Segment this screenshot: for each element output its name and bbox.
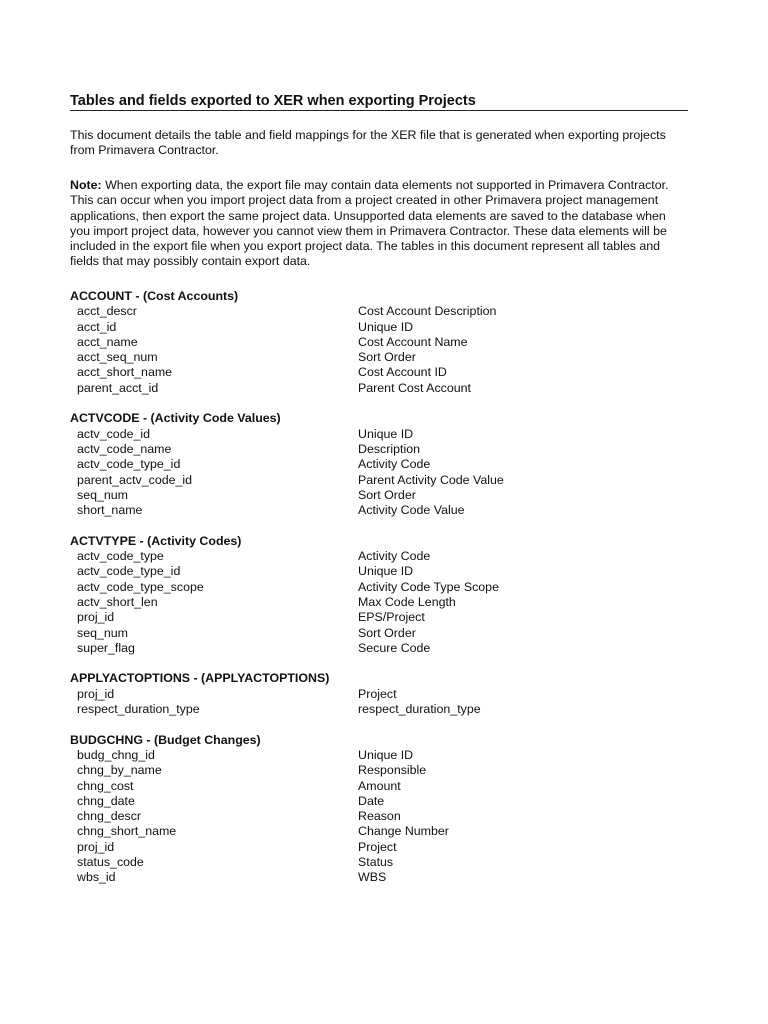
field-description: Amount bbox=[358, 778, 401, 793]
table-section bbox=[70, 411, 688, 518]
field-description: Activity Code Type Scope bbox=[358, 579, 499, 594]
field-row bbox=[70, 626, 688, 641]
table-section bbox=[70, 534, 688, 656]
field-row bbox=[70, 763, 688, 778]
field-name: super_flag bbox=[77, 640, 135, 655]
field-name: actv_code_id bbox=[77, 426, 151, 441]
field-name: chng_short_name bbox=[77, 824, 177, 839]
field-name: acct_descr bbox=[77, 304, 137, 319]
field-name: chng_by_name bbox=[77, 763, 162, 778]
table-field-mappings bbox=[70, 289, 688, 901]
field-description: Sort Order bbox=[358, 350, 416, 365]
field-row bbox=[70, 855, 688, 870]
field-name: actv_code_type bbox=[77, 549, 164, 564]
field-description: Sort Order bbox=[358, 487, 416, 502]
table-section bbox=[70, 671, 688, 717]
field-name: budg_chng_id bbox=[77, 747, 155, 762]
field-description: WBS bbox=[358, 870, 387, 885]
table-header: BUDGCHNG - (Budget Changes) bbox=[70, 732, 261, 747]
field-name: parent_acct_id bbox=[77, 380, 159, 395]
field-row bbox=[70, 549, 688, 564]
field-description: Cost Account Description bbox=[358, 304, 497, 319]
field-description: Activity Code bbox=[358, 549, 431, 564]
field-description: Sort Order bbox=[358, 625, 416, 640]
field-description: Parent Cost Account bbox=[358, 380, 471, 395]
note-paragraph bbox=[70, 178, 670, 270]
field-description: Secure Code bbox=[358, 640, 431, 655]
field-row bbox=[70, 350, 688, 365]
field-name: respect_duration_type bbox=[77, 702, 200, 717]
field-name: wbs_id bbox=[77, 870, 116, 885]
field-name: actv_code_type_id bbox=[77, 564, 181, 579]
field-row bbox=[70, 794, 688, 809]
field-row bbox=[70, 870, 688, 885]
field-name: acct_name bbox=[77, 334, 138, 349]
field-name: proj_id bbox=[77, 839, 115, 854]
field-description: Reason bbox=[358, 809, 401, 824]
field-description: Project bbox=[358, 839, 397, 854]
field-name: actv_short_len bbox=[77, 594, 158, 609]
field-row bbox=[70, 595, 688, 610]
table-header: ACTVCODE - (Activity Code Values) bbox=[70, 411, 281, 426]
field-description: Unique ID bbox=[358, 564, 414, 579]
field-row bbox=[70, 824, 688, 839]
field-description: respect_duration_type bbox=[358, 702, 481, 717]
field-description: Status bbox=[358, 854, 394, 869]
field-description: Unique ID bbox=[358, 747, 414, 762]
field-name: acct_short_name bbox=[77, 365, 173, 380]
note-label: Note: bbox=[70, 178, 102, 192]
field-name: proj_id bbox=[77, 686, 115, 701]
field-name: actv_code_name bbox=[77, 441, 172, 456]
field-description: Activity Code bbox=[358, 457, 431, 472]
field-row bbox=[70, 381, 688, 396]
field-row bbox=[70, 488, 688, 503]
field-description: Unique ID bbox=[358, 319, 414, 334]
field-row bbox=[70, 365, 688, 380]
field-description: Change Number bbox=[358, 824, 449, 839]
field-row bbox=[70, 304, 688, 319]
field-description: Responsible bbox=[358, 763, 427, 778]
field-row bbox=[70, 503, 688, 518]
field-description: Cost Account Name bbox=[358, 334, 468, 349]
field-row bbox=[70, 748, 688, 763]
field-description: EPS/Project bbox=[358, 610, 425, 625]
field-description: Date bbox=[358, 793, 385, 808]
field-row bbox=[70, 580, 688, 595]
field-description: Max Code Length bbox=[358, 594, 456, 609]
field-name: actv_code_type_scope bbox=[77, 579, 204, 594]
field-row bbox=[70, 564, 688, 579]
field-name: chng_date bbox=[77, 793, 135, 808]
field-name: seq_num bbox=[77, 487, 128, 502]
note-text: When exporting data, the export file may contain data elements not supported in Primavera Contractor. This can occur when you import project data from a project created in other Primavera project management applications, then export the same project data. Unsupported data elements are saved to the database when you import project data, however you cannot view them in Primavera Contractor. These data elements will be included in the export file when you export project data. The tables in this document represent all tables and fields that may possibly contain export data. bbox=[70, 178, 669, 269]
field-name: acct_id bbox=[77, 319, 117, 334]
field-name: parent_actv_code_id bbox=[77, 472, 193, 487]
field-name: short_name bbox=[77, 503, 143, 518]
field-name: chng_cost bbox=[77, 778, 134, 793]
field-name: actv_code_type_id bbox=[77, 457, 181, 472]
field-row bbox=[70, 320, 688, 335]
field-row bbox=[70, 641, 688, 656]
field-description: Cost Account ID bbox=[358, 365, 447, 380]
field-name: chng_descr bbox=[77, 809, 142, 824]
field-row bbox=[70, 809, 688, 824]
field-row bbox=[70, 335, 688, 350]
table-section bbox=[70, 733, 688, 886]
table-header: ACTVTYPE - (Activity Codes) bbox=[70, 533, 242, 548]
field-description: Description bbox=[358, 441, 420, 456]
document-title: Tables and fields exported to XER when exporting Projects bbox=[70, 92, 688, 111]
field-row bbox=[70, 442, 688, 457]
field-row bbox=[70, 610, 688, 625]
field-row bbox=[70, 427, 688, 442]
field-row bbox=[70, 840, 688, 855]
table-section bbox=[70, 289, 688, 396]
field-name: acct_seq_num bbox=[77, 350, 158, 365]
field-name: proj_id bbox=[77, 610, 115, 625]
field-row bbox=[70, 457, 688, 472]
field-name: seq_num bbox=[77, 625, 128, 640]
field-description: Activity Code Value bbox=[358, 503, 465, 518]
field-row bbox=[70, 779, 688, 794]
intro-paragraph: This document details the table and field mappings for the XER file that is generated when exporting projects from Primavera Contractor. bbox=[70, 128, 666, 158]
field-description: Project bbox=[358, 686, 397, 701]
field-row bbox=[70, 473, 688, 488]
field-row bbox=[70, 702, 688, 717]
field-row bbox=[70, 687, 688, 702]
table-header: ACCOUNT - (Cost Accounts) bbox=[70, 289, 239, 303]
field-description: Parent Activity Code Value bbox=[358, 472, 504, 487]
field-description: Unique ID bbox=[358, 426, 414, 441]
table-header: APPLYACTOPTIONS - (APPLYACTOPTIONS) bbox=[70, 671, 330, 686]
field-name: status_code bbox=[77, 854, 144, 869]
